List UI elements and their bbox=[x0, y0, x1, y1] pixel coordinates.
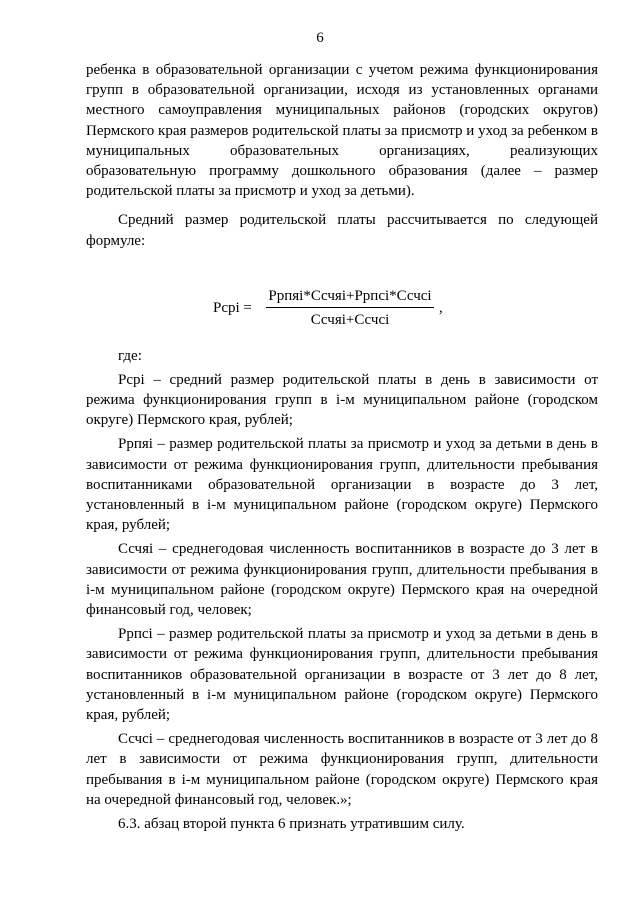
formula-comma: , bbox=[439, 299, 443, 316]
formula-denominator: Ссчяі+Ссчсі bbox=[310, 311, 390, 328]
definition-sschyai: Ссчяі – среднегодовая численность воспитанников в возрасте до 3 лет в зависимости от режима функционирования групп, длительности пребывания в і-м муниципальном районе (городском округе) Пермского края на очередной финансовый год, человек; bbox=[86, 541, 598, 619]
formula-fraction bbox=[266, 287, 434, 329]
formula bbox=[86, 251, 598, 346]
average-formula-paragraph: Средний размер родительской платы рассчитывается по следующей формуле: bbox=[86, 212, 598, 249]
page-number: 6 bbox=[316, 30, 324, 46]
formula-lhs: Pcpi = bbox=[213, 299, 252, 316]
definition-pcpi: Рсрі – средний размер родительской платы в день в зависимости от режима функционирования групп в і-м муниципальном районе (городском округе) Пермского края, рублей; bbox=[86, 371, 598, 429]
final-item: 6.3. абзац второй пункта 6 признать утратившим силу. bbox=[118, 816, 465, 833]
definition-rrpsi: Ррпсі – размер родительской платы за присмотр и уход за детьми в день в зависимости от режима функционирования групп, длительности пребывания воспитанников образовательной организации в возрасте от 3 лет до 8 лет, установленный в і-м муниципальном районе (городском округе) Пермского края, рублей; bbox=[86, 626, 598, 724]
document-body bbox=[86, 60, 598, 834]
intro-paragraph: ребенка в образовательной организации с учетом режима функционирования групп в образовательной организации, исходя из установленных органами местного самоуправления муниципальных районов (городских округов) Пермского края размеров родительской платы за присмотр и уход за ребенком в муниципальных образовательных организациях, реализующих образовательную программу дошкольного образования (далее – размер родительской платы за присмотр и уход за детьми). bbox=[86, 62, 598, 200]
definition-sschsi: Ссчсі – среднегодовая численность воспитанников в возрасте от 3 лет до 8 лет в зависимости от режима функционирования групп, длительности пребывания в і-м муниципальном районе (городском округе) Пермского края на очередной финансовый год, человек.»; bbox=[86, 731, 598, 808]
where-label: где: bbox=[118, 347, 142, 364]
formula-numerator: Ррпяі*Ссчяі+Ррпсі*Ссчсі bbox=[266, 287, 434, 308]
definition-rrpyai: Ррпяі – размер родительской платы за присмотр и уход за детьми в день в зависимости от режима функционирования групп, длительности пребывания воспитанниками образовательной организации в возрасте до 3 лет, установленный в і-м муниципальном районе (городском округе) Пермского края, рублей; bbox=[86, 436, 598, 534]
